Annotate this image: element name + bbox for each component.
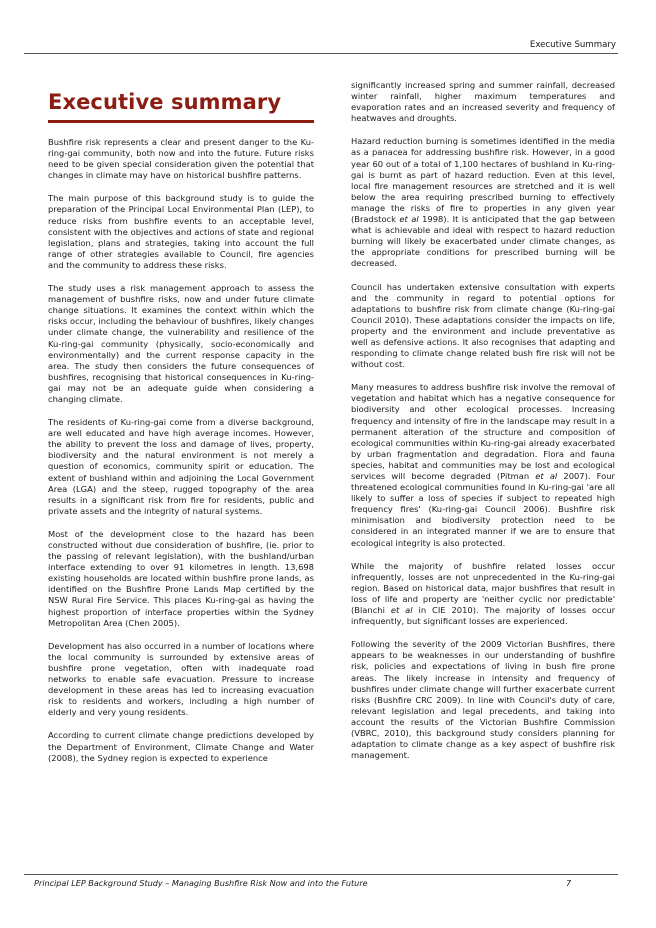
paragraph: The study uses a risk management approach to assess the management of bushfire risks, now and under future climate change situations. It examines the context within which the risks occur, including the behaviour of bushfires, likely changes under climate change, the vulnerability and resilience of the Ku-ring-gai community (physically, socio-economically and environmentally) and the current response capacity in the area. The study then considers the future consequences of bushfires, recognising that historical consequences in Ku-ring-gai may not be an adequate guide when considering a changing climate.: [48, 283, 314, 404]
footer-text: Principal LEP Background Study – Managing Bushfire Risk Now and into the Future: [34, 878, 368, 888]
running-head: Executive Summary: [529, 40, 616, 50]
paragraph: [351, 382, 615, 548]
paragraph: Council has undertaken extensive consultation with experts and the community in regard to potential options for adaptations to bushfire risk from climate change (Ku-ring-gai Council 2010). These adaptations consider the impacts on life, property and the environment and include preventative as well as defensive actions. It also recognises that adapting and responding to climate change related bush fire risk will not be without cost.: [351, 281, 615, 370]
paragraph: [351, 136, 615, 269]
page-number: 7: [566, 878, 572, 888]
paragraph: According to current climate change predictions developed by the Department of Environment, Climate Change and Water (2008), the Sydney region is expected to experience: [48, 730, 314, 763]
header-rule: [24, 53, 618, 54]
text-run: Many measures to address bushfire risk involve the removal of vegetation and habitat which has a negative consequence for biodiversity and other ecological processes. Increasing frequency and intensity of fire in the landscape may result in a permanent alteration of the structure and composition of ecological communities within Ku-ring-gai already exacerbated by urban fragmentation and degradation. Flora and fauna species, habitat and communities may be lost and ecological services will become degraded (Pitman: [351, 382, 615, 481]
title-underline: [48, 120, 314, 123]
italic-et-al: et al: [535, 471, 558, 481]
paragraph: Most of the development close to the hazard has been constructed without due consideration of bushfire, (ie. prior to the passing of relevant legislation), with the bushland/urban interface extending to over 91 kilometres in length. 13,698 existing households are located within bushfire prone lands, as identified on the Bushfire Prone Lands Map certified by the NSW Rural Fire Service. This places Ku-ring-gai as having the highest proportion of interface properties within the Sydney Metropolitan Area (Chen 2005).: [48, 528, 314, 628]
paragraph: The main purpose of this background study is to guide the preparation of the Principal Local Environmental Plan (LEP), to reduce risks from bushfire events to an acceptable level, consistent with the objectives and actions of state and regional legislation, plans and strategies, taking into account the full range of other strategies available to Council, fire agencies and the community to address these risks.: [48, 193, 314, 270]
page-title: Executive summary: [48, 90, 282, 114]
paragraph: Following the severity of the 2009 Victorian Bushfires, there appears to be weaknesses in our understanding of bushfire risk, policies and expectations of living in bush fire prone areas. The likely increase in intensity and frequency of bushfires under climate change will further exacerbate current risks (Bushfire CRC 2009). In line with Council's duty of care, relevant legislation and legal precedents, and taking into account the results of the Victorian Bushfire Commission (VBRC, 2010), this background study considers planning for adaptation to climate change as a key aspect of bushfire risk management.: [351, 639, 615, 761]
text-run: in CIE 2010). The majority of losses occur infrequently, but significant losses are experienced.: [351, 605, 615, 627]
paragraph: [351, 561, 615, 628]
footer-rule: [24, 874, 618, 875]
paragraph: Development has also occurred in a number of locations where the local community is surrounded by extensive areas of bushfire prone vegetation, often with inadequate road networks to enable safe evacuation. Pressure to increase development in these areas has led to increasing evacuation risk to residents and workers, including a high number of elderly and very young residents.: [48, 640, 314, 718]
italic-et-al: et al: [399, 214, 419, 225]
paragraph: significantly increased spring and summer rainfall, decreased winter rainfall, higher maximum temperatures and evaporation rates and an increased severity and frequency of heatwaves and droughts.: [351, 80, 615, 124]
text-run: 1998). It is anticipated that the gap between what is achievable and ideal with respect to hazard reduction burning will likely be exacerbated under climate changes, as the appropriate conditions for prescribed burning will be decreased.: [351, 214, 615, 269]
paragraph: Bushfire risk represents a clear and present danger to the Ku-ring-gai community, both now and into the future. Future risks need to be given special consideration given the potential that changes in climate may have on historical bushfire patterns.: [48, 137, 314, 181]
paragraph: The residents of Ku-ring-gai come from a diverse background, are well educated and have high average incomes. However, the ability to prevent the loss and damage of lives, property, biodiversity and the natural environment is not merely a question of economics, community spirit or education. The extent of bushland within and adjoining the Local Government Area (LGA) and the steep, rugged topography of the area results in a significant risk from fire for residents, public and private assets and the integrity of natural systems.: [48, 417, 314, 516]
left-column: [48, 137, 314, 776]
text-run: 2007). Four threatened ecological communities found in Ku-ring-gai 'are all likely to suffer a loss of species if subject to repeated high frequency fires' (Ku-ring-gai Council 2006). Bushfire risk minimisation and biodiversity protection need to be considered in an integrated manner if we are to ensure that ecological integrity is also protected.: [351, 471, 615, 548]
right-column: [351, 80, 615, 773]
text-run: Hazard reduction burning is sometimes identified in the media as a panacea for addressing bushfire risk. However, in a good year 60 out of a total of 1,100 hectares of bushland in Ku-ring-gai is burnt as part of hazard reduction. Even at this level, local fire management resources are stretched and it is well below the area requiring prescribed burning to effectively manage the risks of fire to properties in any given year (Bradstock: [351, 136, 615, 225]
text-run: While the majority of bushfire related losses occur infrequently, losses are not unprecedented in the Ku-ring-gai region. Based on historical data, major bushfires that result in loss of life and property are 'neither cyclic nor predictable' (Blanchi: [351, 560, 615, 616]
italic-et-al: et al: [390, 605, 413, 616]
